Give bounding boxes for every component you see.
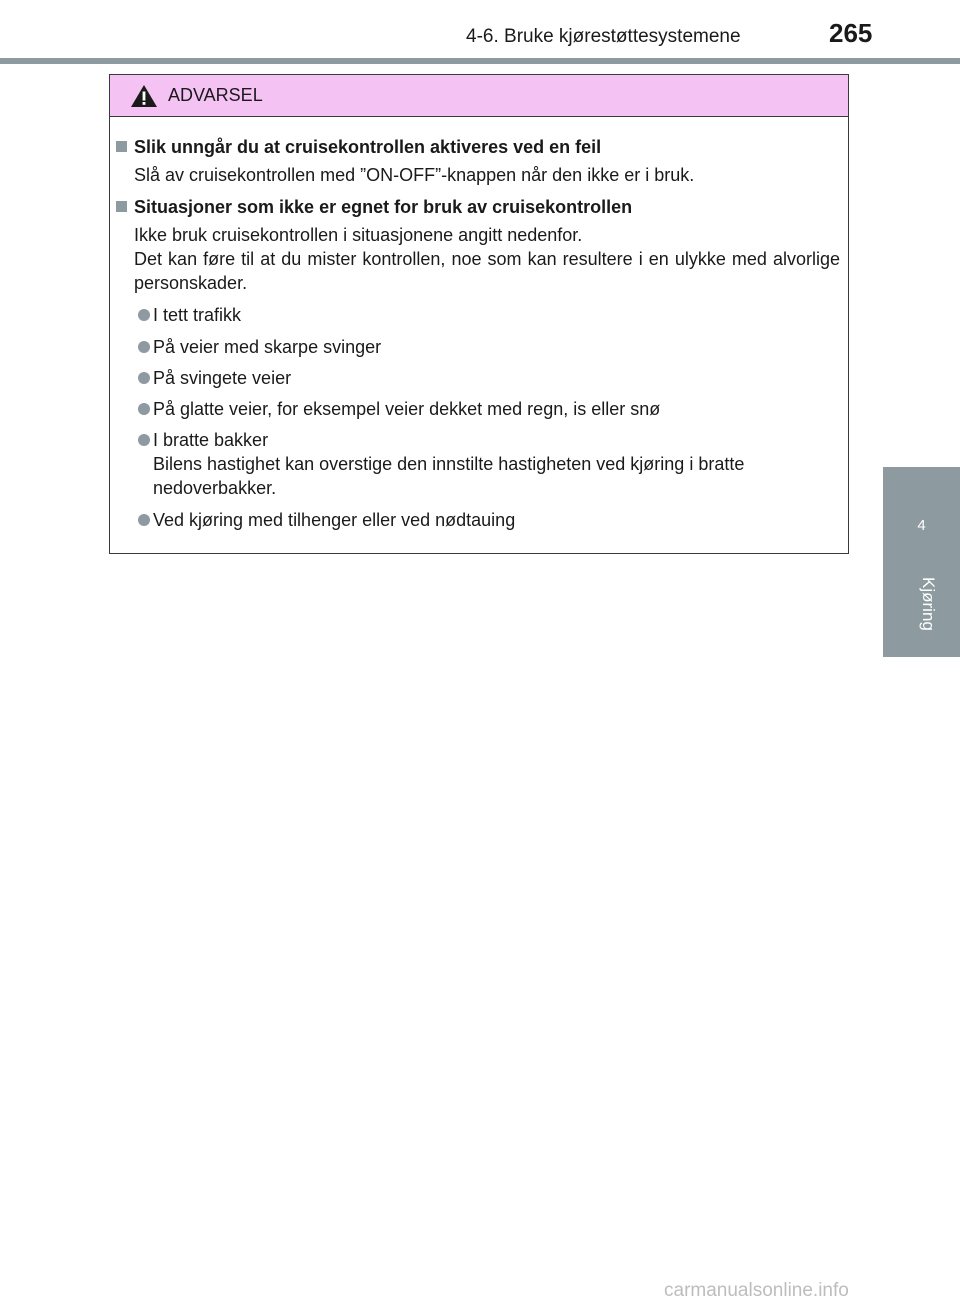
warning-triangle-icon bbox=[130, 84, 158, 108]
warning-header bbox=[110, 75, 848, 117]
list-item-text: Ved kjøring med tilhenger eller ved nødtauing bbox=[153, 510, 516, 530]
chapter-side-tab bbox=[883, 467, 960, 657]
list-item-text: På svingete veier bbox=[153, 368, 292, 388]
list-item-text: I tett trafikk bbox=[153, 305, 242, 325]
section-text: Det kan føre til at du mister kontrollen, noe som kan resultere i en ulykke med alvorlige personskader. bbox=[134, 249, 840, 293]
warning-label: ADVARSEL bbox=[168, 85, 263, 105]
list-item-text: På veier med skarpe svinger bbox=[153, 337, 382, 357]
round-bullet-icon bbox=[138, 403, 150, 415]
round-bullet-icon bbox=[138, 514, 150, 526]
round-bullet-icon bbox=[138, 341, 150, 353]
watermark: carmanualsonline.info bbox=[664, 1280, 849, 1301]
list-item-text: På glatte veier, for eksempel veier dekket med regn, is eller snø bbox=[153, 399, 661, 419]
section-text: Slå av cruisekontrollen med ”ON-OFF”-knappen når den ikke er i bruk. bbox=[134, 165, 695, 185]
header-rule bbox=[0, 58, 960, 64]
warning-box bbox=[109, 74, 849, 554]
round-bullet-icon bbox=[138, 434, 150, 446]
list-item-detail: Bilens hastighet kan overstige den innstilte hastigheten ved kjøring i bratte nedoverbakker. bbox=[153, 454, 745, 498]
chapter-label: Kjøring bbox=[919, 577, 938, 631]
square-bullet-icon bbox=[116, 201, 127, 212]
section-heading-text: Situasjoner som ikke er egnet for bruk av cruisekontrollen bbox=[134, 197, 633, 217]
section-heading-text: Slik unngår du at cruisekontrollen aktiveres ved en feil bbox=[134, 137, 602, 157]
round-bullet-icon bbox=[138, 309, 150, 321]
header-title: 4-6. Bruke kjørestøttesystemene bbox=[466, 26, 741, 47]
list-item-text: I bratte bakker bbox=[153, 430, 269, 450]
section-heading bbox=[116, 197, 632, 218]
square-bullet-icon bbox=[116, 141, 127, 152]
chapter-number: 4 bbox=[917, 517, 926, 534]
section-text: Ikke bruk cruisekontrollen i situasjonene angitt nedenfor. bbox=[134, 225, 583, 245]
page-number: 265 bbox=[829, 18, 873, 48]
section-heading bbox=[116, 137, 601, 158]
round-bullet-icon bbox=[138, 372, 150, 384]
